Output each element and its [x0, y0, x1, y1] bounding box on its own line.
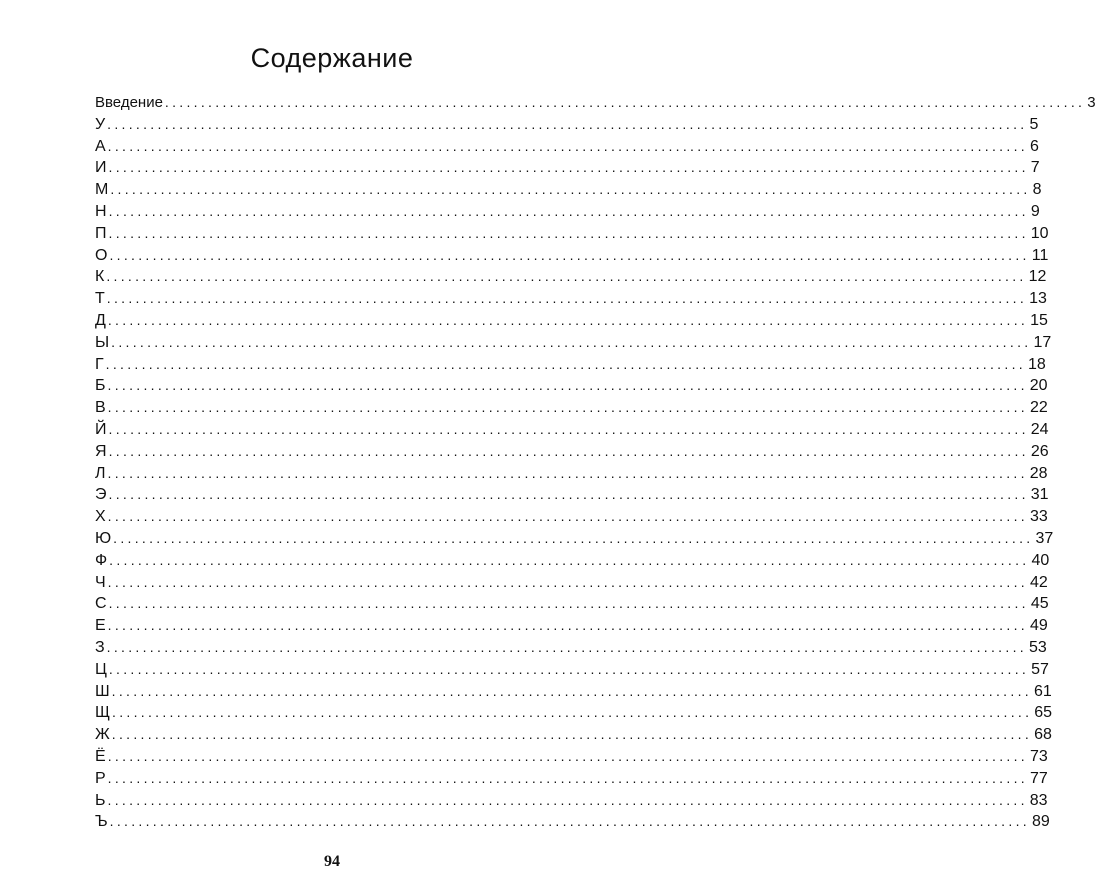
toc-dot-leader: ................................................................................................................................ — [108, 486, 1029, 503]
toc-entry-page: 53 — [1028, 638, 1047, 656]
toc-entry-label: З — [95, 638, 105, 656]
toc-entry-page: 37 — [1035, 529, 1054, 547]
toc-entry — [95, 702, 1053, 724]
toc-entry — [95, 441, 1049, 463]
toc-entry-label: Ь — [95, 791, 106, 809]
toc-entry-label: Ф — [95, 551, 108, 569]
toc-entry — [95, 201, 1040, 223]
toc-dot-leader: ................................................................................................................................ — [107, 311, 1029, 328]
toc-entry — [95, 397, 1048, 419]
toc-entry — [95, 681, 1052, 703]
toc-dot-leader: ................................................................................................................................ — [108, 202, 1029, 219]
toc-dot-leader: ................................................................................................................................ — [108, 420, 1029, 437]
toc-dot-leader: ................................................................................................................................ — [108, 595, 1029, 612]
toc-entry — [95, 659, 1049, 681]
toc-entry — [95, 572, 1048, 594]
toc-entry — [95, 724, 1052, 746]
toc-entry-label: А — [95, 137, 106, 155]
toc-entry-page: 24 — [1030, 420, 1049, 438]
toc-dot-leader: ................................................................................................................................ — [109, 246, 1030, 263]
toc-entry — [95, 593, 1049, 615]
toc-entry-page: 65 — [1034, 704, 1053, 722]
toc-entry-page: 9 — [1030, 202, 1040, 220]
toc-entry-label: К — [95, 268, 105, 286]
page-title: Содержание — [250, 43, 414, 73]
toc-entry-label: О — [95, 246, 108, 264]
toc-entry — [95, 179, 1042, 201]
toc-entry-label: В — [95, 399, 106, 417]
toc-entry — [95, 768, 1048, 790]
toc-dot-leader: ................................................................................................................................ — [107, 791, 1028, 808]
toc-entry-label: Г — [95, 355, 104, 373]
toc-entry-page: 68 — [1034, 726, 1052, 744]
toc-entry-page: 5 — [1029, 115, 1039, 133]
toc-entry — [95, 136, 1039, 158]
toc-entry — [95, 615, 1048, 637]
toc-entry-label: Э — [95, 486, 107, 504]
toc-dot-leader: ................................................................................................................................ — [112, 704, 1033, 721]
toc-dot-leader: ................................................................................................................................ — [107, 137, 1028, 154]
toc-entry-page: 49 — [1029, 617, 1048, 635]
toc-entry-page: 6 — [1029, 137, 1039, 155]
toc-entry-label: Х — [95, 508, 106, 526]
toc-entry-page: 26 — [1030, 442, 1049, 460]
toc-entry-label: Б — [95, 377, 106, 395]
toc-dot-leader: ................................................................................................................................ — [108, 159, 1029, 176]
toc-entry — [95, 310, 1048, 332]
toc-entry — [95, 419, 1049, 441]
toc-entry-label: У — [95, 115, 106, 133]
toc-entry-page: 83 — [1029, 791, 1048, 809]
toc-dot-leader: ................................................................................................................................ — [105, 355, 1026, 372]
toc-entry-page: 15 — [1030, 311, 1048, 329]
toc-entry-page: 13 — [1029, 290, 1047, 308]
toc-entry-label: Н — [95, 202, 107, 220]
toc-entry — [95, 245, 1049, 267]
toc-entry-label: Т — [95, 290, 105, 308]
toc-entry-label: П — [95, 224, 107, 242]
toc-entry-page: 42 — [1029, 573, 1048, 591]
toc-entry-page: 61 — [1033, 682, 1052, 700]
toc-entry — [95, 811, 1050, 833]
toc-dot-leader: ................................................................................................................................ — [107, 399, 1028, 416]
toc-entry-page: 57 — [1031, 660, 1049, 678]
toc-entry — [95, 790, 1048, 812]
toc-dot-leader: ................................................................................................................................ — [113, 529, 1034, 546]
toc-entry — [95, 637, 1047, 659]
toc-entry-page: 11 — [1031, 246, 1049, 264]
toc-entry-label: Щ — [95, 704, 110, 722]
toc-entry-label: Ё — [95, 747, 106, 765]
toc-entry-label: Ш — [95, 682, 110, 700]
toc-entry-page: 28 — [1029, 464, 1048, 482]
toc-entry — [95, 506, 1048, 528]
toc-dot-leader: ................................................................................................................................ — [106, 638, 1027, 655]
toc-dot-leader: ................................................................................................................................ — [109, 551, 1030, 568]
toc-entry — [95, 114, 1039, 136]
toc-entry-label: Ю — [95, 529, 112, 547]
toc-entry-page: 10 — [1030, 224, 1049, 242]
toc-entry — [95, 332, 1052, 354]
toc-entry — [95, 92, 1096, 114]
toc-dot-leader: ................................................................................................................................ — [107, 573, 1028, 590]
toc-entry — [95, 354, 1046, 376]
toc-entry-label: Ч — [95, 573, 106, 591]
toc-dot-leader: ................................................................................................................................ — [111, 333, 1032, 350]
toc-dot-leader: ................................................................................................................................ — [106, 290, 1028, 307]
toc-dot-leader: ................................................................................................................................ — [107, 115, 1028, 132]
toc-entry-label: И — [95, 159, 107, 177]
toc-dot-leader: ................................................................................................................................ — [111, 726, 1033, 743]
toc-entry — [95, 528, 1054, 550]
toc-entry-page: 77 — [1029, 769, 1048, 787]
toc-dot-leader: ................................................................................................................................ — [107, 464, 1028, 481]
toc-entry — [95, 484, 1049, 506]
toc-entry-label: Л — [95, 464, 106, 482]
toc-entry-page: 18 — [1027, 355, 1046, 373]
toc-entry-label: Я — [95, 442, 107, 460]
toc-dot-leader: ................................................................................................................................ — [107, 377, 1028, 394]
toc-dot-leader: ................................................................................................................................ — [108, 224, 1029, 241]
toc-dot-leader: ................................................................................................................................ — [107, 747, 1028, 764]
toc-entry-page: 17 — [1033, 333, 1052, 351]
toc-entry-label: С — [95, 595, 107, 613]
toc-entry-label: Ы — [95, 333, 110, 351]
toc-dot-leader: ................................................................................................................................ — [107, 769, 1028, 786]
toc-dot-leader: ................................................................................................................................ — [107, 508, 1028, 525]
toc-entry-page: 40 — [1031, 551, 1050, 569]
toc-entry-page: 8 — [1032, 181, 1042, 199]
toc-entry — [95, 157, 1040, 179]
page-number: 94 — [324, 853, 340, 870]
table-of-contents — [95, 92, 1096, 833]
toc-entry-page: 73 — [1029, 747, 1048, 765]
toc-entry-label: Введение — [95, 94, 163, 111]
toc-entry-label: М — [95, 181, 109, 199]
toc-entry — [95, 223, 1049, 245]
toc-entry-label: Е — [95, 617, 106, 635]
toc-entry — [95, 550, 1050, 572]
toc-dot-leader: ................................................................................................................................ — [109, 813, 1030, 830]
toc-entry — [95, 288, 1047, 310]
toc-dot-leader: ................................................................................................................................ — [106, 268, 1027, 285]
toc-entry — [95, 375, 1048, 397]
toc-entry — [95, 266, 1047, 288]
toc-entry-label: Р — [95, 769, 106, 787]
toc-entry-page: 7 — [1030, 159, 1040, 177]
toc-dot-leader: ................................................................................................................................ — [111, 682, 1032, 699]
toc-dot-leader: ................................................................................................................................ — [108, 442, 1029, 459]
toc-entry-label: Ъ — [95, 813, 108, 831]
toc-entry-page: 3 — [1087, 94, 1096, 111]
toc-dot-leader: ................................................................................................................................ — [110, 181, 1031, 198]
toc-entry — [95, 746, 1048, 768]
toc-dot-leader: ................................................................................................................................ — [107, 617, 1028, 634]
toc-entry-page: 89 — [1031, 813, 1050, 831]
toc-dot-leader: ................................................................................................................................ — [108, 660, 1030, 677]
toc-entry-label: Ц — [95, 660, 107, 678]
toc-dot-leader: ................................................................................................................................ — [164, 94, 1086, 110]
toc-entry-page: 45 — [1030, 595, 1049, 613]
toc-entry — [95, 463, 1048, 485]
toc-entry-page: 33 — [1029, 508, 1048, 526]
toc-entry-page: 22 — [1029, 399, 1048, 417]
toc-entry-label: Й — [95, 420, 107, 438]
toc-entry-label: Д — [95, 311, 106, 329]
toc-entry-page: 31 — [1030, 486, 1049, 504]
toc-entry-label: Ж — [95, 726, 110, 744]
toc-entry-page: 12 — [1028, 268, 1047, 286]
toc-entry-page: 20 — [1029, 377, 1048, 395]
